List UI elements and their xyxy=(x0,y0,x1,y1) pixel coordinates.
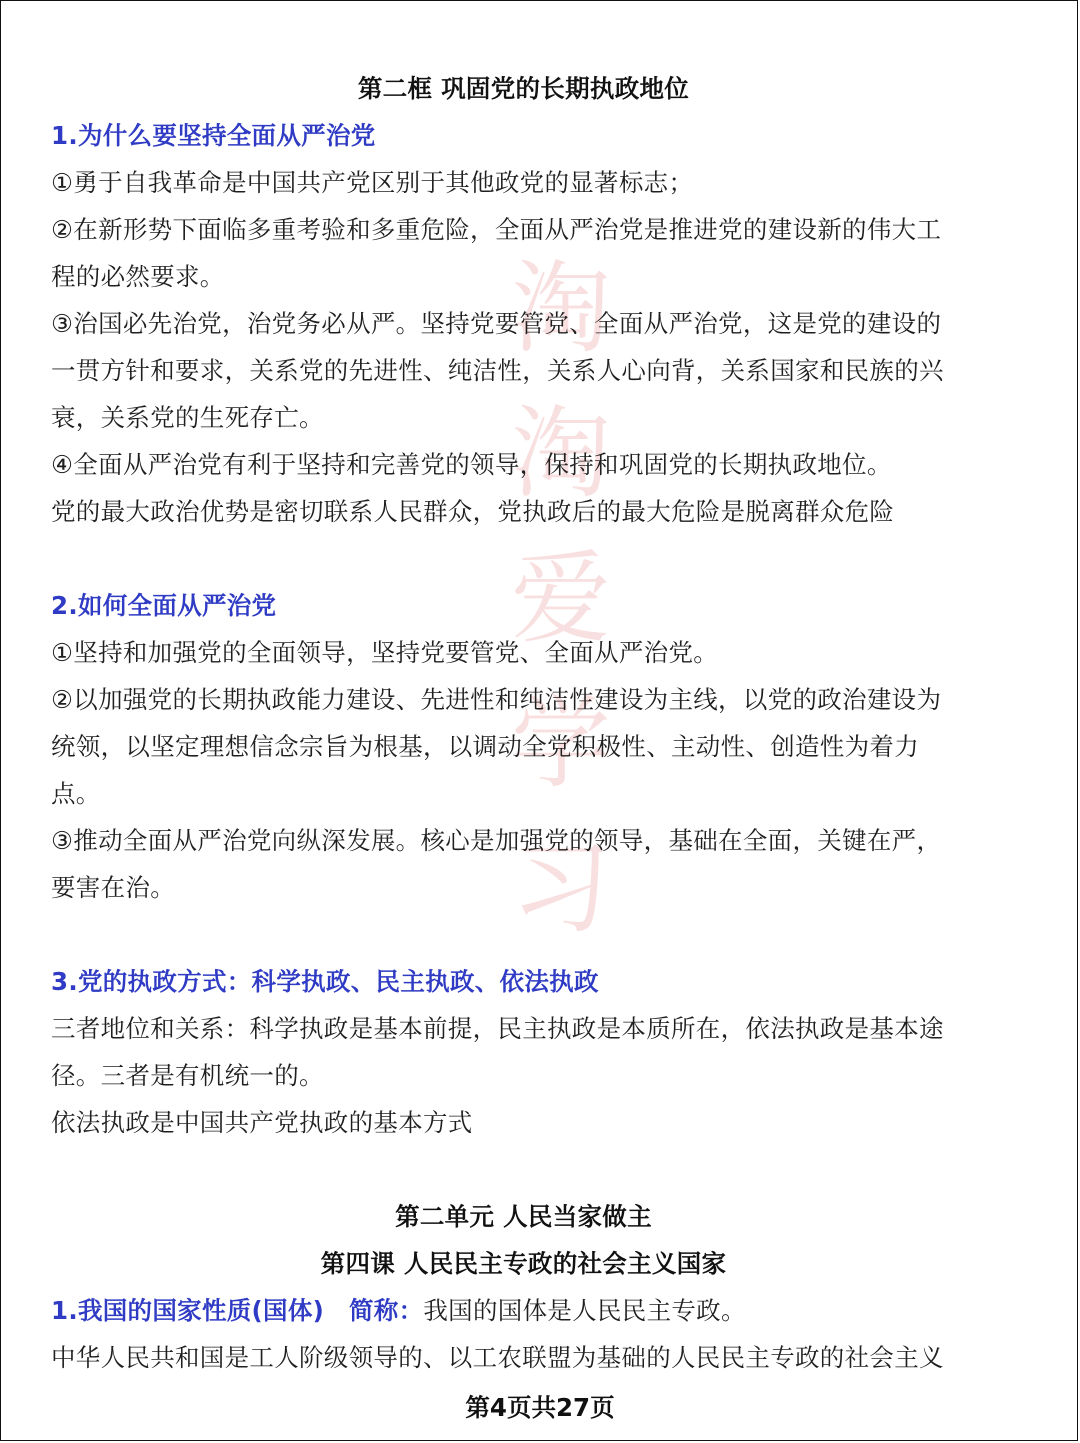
paragraph-line: ③推动全面从严治党向纵深发展。核心是加强党的领导，基础在全面，关键在严， xyxy=(51,826,942,855)
paragraph-line: ①勇于自我革命是中国共产党区别于其他政党的显著标志； xyxy=(51,168,694,197)
abbreviation-label: 简称： xyxy=(348,1296,424,1325)
paragraph-line: 衰，关系党的生死存亡。 xyxy=(51,403,324,432)
paragraph-line: 要害在治。 xyxy=(51,873,175,902)
question-heading-2: 2.如何全面从严治党 xyxy=(51,591,277,620)
paragraph-line: 统领，以坚定理想信念宗旨为根基，以调动全党积极性、主动性、创造性为着力 xyxy=(51,732,919,761)
paragraph-line: ②以加强党的长期执政能力建设、先进性和纯洁性建设为主线，以党的政治建设为 xyxy=(51,685,942,714)
question-heading-nature: 1.我国的国家性质(国体) xyxy=(51,1296,325,1325)
paragraph-line: ①坚持和加强党的全面领导，坚持党要管党、全面从严治党。 xyxy=(51,638,719,667)
question-heading-3: 3.党的执政方式：科学执政、民主执政、依法执政 xyxy=(51,967,599,996)
lesson-title: 第四课 人民民主专政的社会主义国家 xyxy=(320,1249,727,1278)
question-heading-1: 1.为什么要坚持全面从严治党 xyxy=(51,121,376,150)
label-short xyxy=(324,1296,349,1325)
watermark-char: 习 xyxy=(511,830,611,947)
paragraph-line: ②在新形势下面临多重考验和多重危险，全面从严治党是推进党的建设新的伟大工 xyxy=(51,215,942,244)
spacer xyxy=(51,1146,996,1193)
question-line-nature xyxy=(51,1287,996,1334)
watermark-char: 淘 xyxy=(511,250,611,367)
paragraph-line: ③治国必先治党，治党务必从严。坚持党要管党、全面从严治党，这是党的建设的 xyxy=(51,309,942,338)
paragraph-line: 程的必然要求。 xyxy=(51,262,225,291)
paragraph-line: 党的最大政治优势是密切联系人民群众，党执政后的最大危险是脱离群众危险 xyxy=(51,497,895,526)
paragraph-line: ④全面从严治党有利于坚持和完善党的领导，保持和巩固党的长期执政地位。 xyxy=(51,450,892,479)
paragraph-line: 一贯方针和要求，关系党的先进性、纯洁性，关系人心向背，关系国家和民族的兴 xyxy=(51,356,944,385)
watermark-char: 爱 xyxy=(511,540,611,657)
paragraph-line: 中华人民共和国是工人阶级领导的、以工农联盟为基础的人民民主专政的社会主义 xyxy=(51,1343,944,1372)
unit-title: 第二单元 人民当家做主 xyxy=(395,1202,652,1231)
abbreviation-text: 我国的国体是人民民主专政。 xyxy=(423,1296,746,1325)
watermark-char: 学 xyxy=(511,685,611,802)
paragraph-line: 点。 xyxy=(51,779,101,808)
paragraph-line: 径。三者是有机统一的。 xyxy=(51,1061,324,1090)
section-title: 第二框 巩固党的长期执政地位 xyxy=(357,74,690,103)
watermark-char: 淘 xyxy=(511,395,611,512)
paragraph-line: 依法执政是中国共产党执政的基本方式 xyxy=(51,1108,473,1137)
spacer xyxy=(51,911,996,958)
spacer xyxy=(51,535,996,582)
document-content xyxy=(51,65,996,1381)
page-number: 第4页共27页 xyxy=(465,1393,615,1422)
paragraph-line: 三者地位和关系：科学执政是基本前提，民主执政是本质所在，依法执政是基本途 xyxy=(51,1014,944,1043)
